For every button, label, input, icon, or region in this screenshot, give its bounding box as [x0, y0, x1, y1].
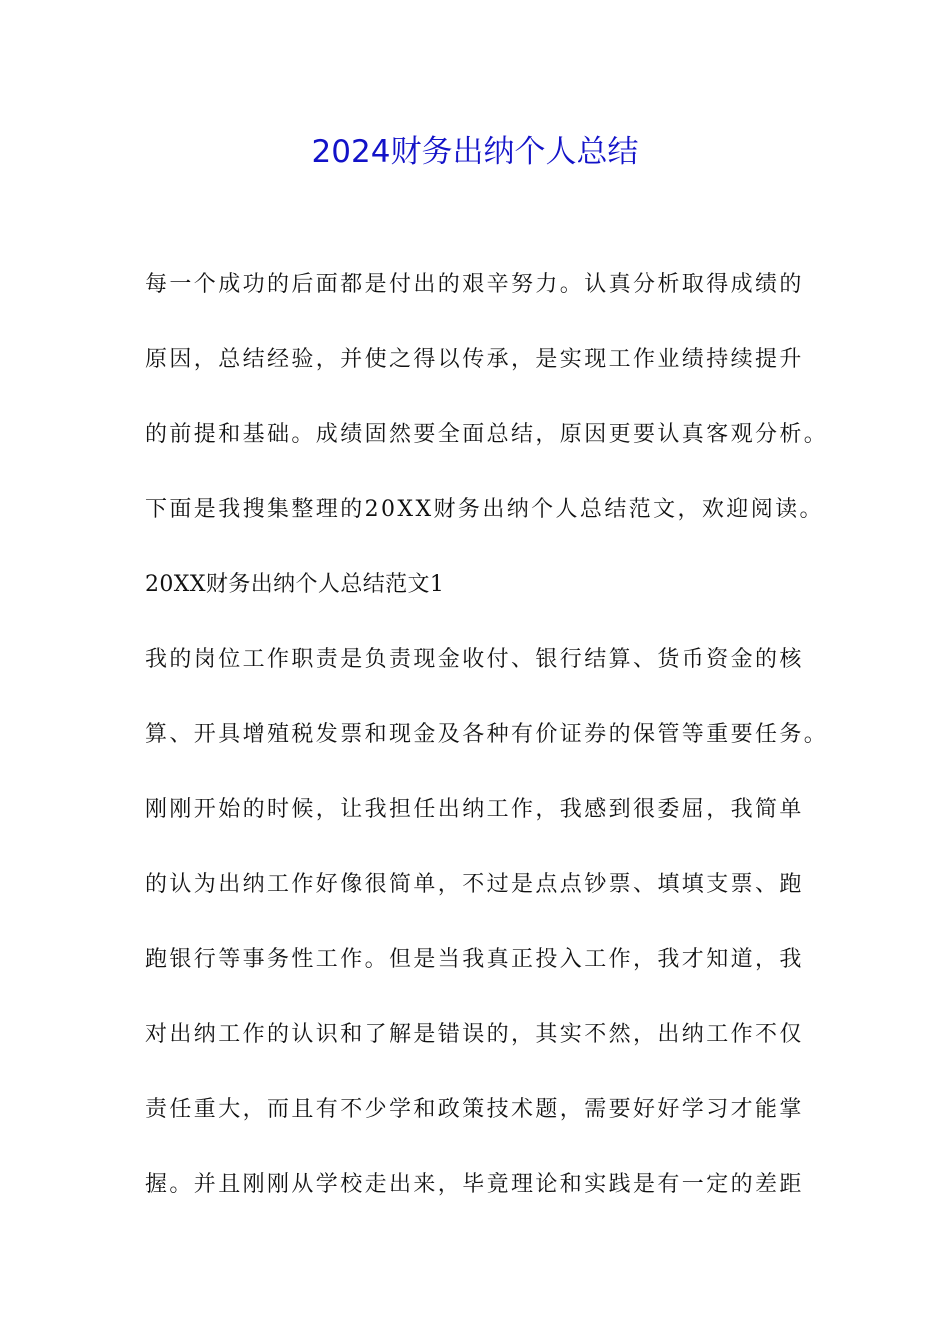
- paragraph-line: 每一个成功的后面都是付出的艰辛努力。认真分析取得成绩的: [145, 272, 804, 297]
- paragraph-line: 对出纳工作的认识和了解是错误的，其实不然，出纳工作不仅: [145, 1022, 804, 1047]
- paragraph-line: 刚刚开始的时候，让我担任出纳工作，我感到很委屈，我简单: [145, 797, 804, 822]
- paragraph-line: 责任重大，而且有不少学和政策技术题，需要好好学习才能掌: [145, 1097, 804, 1122]
- paragraph-line: 原因，总结经验，并使之得以传承，是实现工作业绩持续提升: [145, 347, 804, 372]
- paragraph-line: 握。并且刚刚从学校走出来，毕竟理论和实践是有一定的差距: [145, 1172, 804, 1197]
- paragraph-line: 跑银行等事务性工作。但是当我真正投入工作，我才知道，我: [145, 947, 804, 972]
- document-body: [145, 263, 835, 1238]
- section-heading: 20XX财务出纳个人总结范文1: [145, 572, 445, 597]
- paragraph-line: 我的岗位工作职责是负责现金收付、银行结算、货币资金的核: [145, 647, 804, 672]
- paragraph-line: 下面是我搜集整理的20XX财务出纳个人总结范文，欢迎阅读。: [145, 497, 824, 522]
- paragraph-line: 的认为出纳工作好像很简单，不过是点点钞票、填填支票、跑: [145, 872, 804, 897]
- paragraph-line: 的前提和基础。成绩固然要全面总结，原因更要认真客观分析。: [145, 422, 829, 447]
- document-title: 2024财务出纳个人总结: [311, 134, 639, 170]
- paragraph-line: 算、开具增殖税发票和现金及各种有价证券的保管等重要任务。: [145, 722, 829, 747]
